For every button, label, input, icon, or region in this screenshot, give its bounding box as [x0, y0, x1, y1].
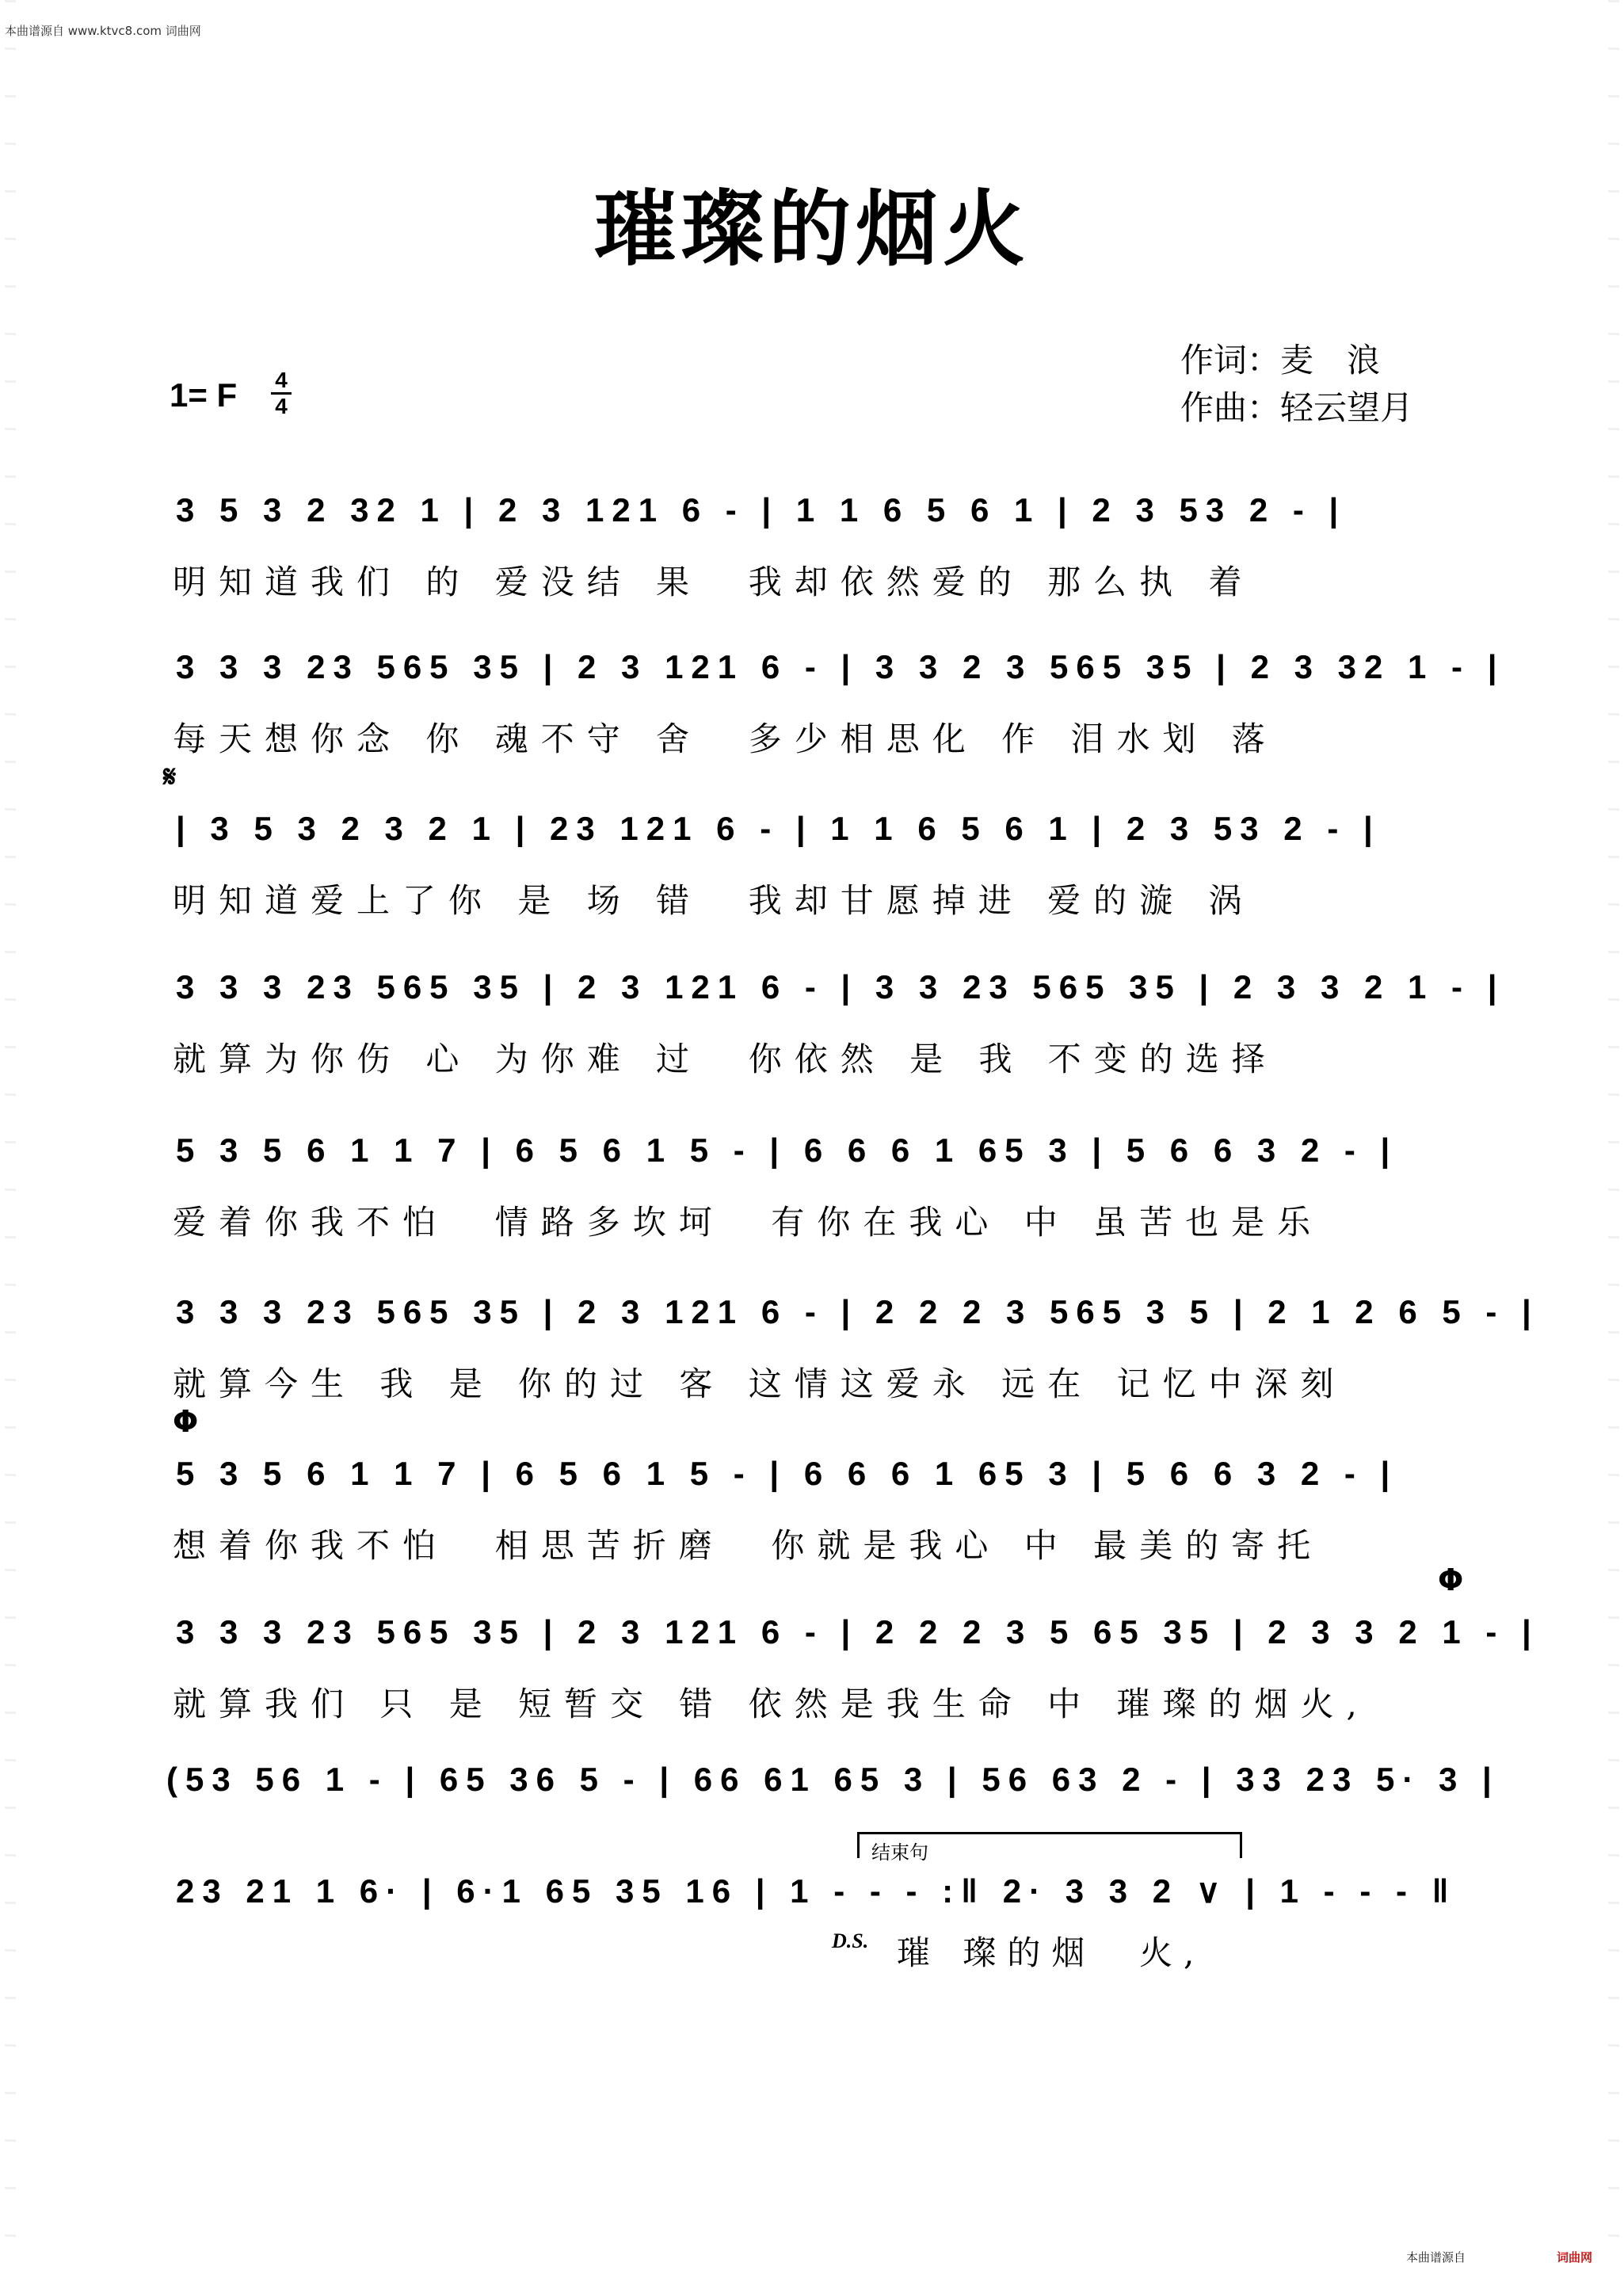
- lyric-line: 爱着你我不怕 情路多坎坷 有你在我心 中 虽苦也是乐: [173, 1203, 1324, 1242]
- score-system-7: [0, 1455, 1624, 1574]
- footer-source: 本曲谱源自: [1406, 2250, 1466, 2265]
- notation-line: (53 56 1 - | 65 36 5 - | 66 61 65 3 | 56 63 2 - | 33 23 5· 3 |: [166, 1761, 1500, 1798]
- footer-site: 词曲网: [1557, 2250, 1593, 2265]
- time-signature-top: 4: [275, 368, 288, 392]
- coda-sign: Φ: [173, 1404, 199, 1439]
- lyric-line: 明知道我们 的 爱没结 果 我却依然爱的 那么执 着: [173, 563, 1255, 601]
- composer: 作曲：轻云望月: [1180, 388, 1414, 427]
- score-system-6: [0, 1293, 1624, 1412]
- lyric-line: 每天想你念 你 魂不守 舍 多少相思化 作 泪水划 落: [173, 719, 1278, 758]
- lyricist: 作词：麦 浪: [1180, 341, 1381, 380]
- score-system-10: [0, 1872, 1624, 1990]
- score-system-5: [0, 1131, 1624, 1250]
- ending-lyrics: 璀 璨的烟 火,: [897, 1933, 1206, 1972]
- lyric-line: 想着你我不怕 相思苦折磨 你就是我心 中 最美的寄托: [173, 1526, 1324, 1565]
- source-header: 本曲谱源自 www.ktvc8.com 词曲网: [5, 24, 201, 38]
- song-title: 璀璨的烟火: [593, 180, 1030, 277]
- key-signature: 1= F: [170, 376, 238, 414]
- lyric-line: 就算为你伤 心 为你难 过 你依然 是 我 不变的选择: [173, 1040, 1278, 1078]
- lyric-line: 就算今生 我 是 你的过 客 这情这爱永 远在 记忆中深刻: [173, 1364, 1347, 1403]
- segno-sign: 𝄋: [163, 759, 177, 794]
- score-system-3: [0, 810, 1624, 929]
- notation-line: 3 3 3 23 565 35 | 2 3 121 6 - | 2 2 2 3 565 3 5 | 2 1 2 6 5 - |: [176, 1293, 1539, 1330]
- score-system-8: [0, 1613, 1624, 1732]
- score-system-4: [0, 968, 1624, 1087]
- time-signature: [271, 368, 292, 418]
- score-system-1: [0, 491, 1624, 610]
- score-system-2: [0, 648, 1624, 767]
- notation-line: 3 5 3 2 32 1 | 2 3 121 6 - | 1 1 6 5 6 1 | 2 3 53 2 - |: [176, 491, 1347, 529]
- time-signature-bottom: 4: [275, 394, 288, 418]
- notation-line: 3 3 3 23 565 35 | 2 3 121 6 - | 3 3 23 565 35 | 2 3 3 2 1 - |: [176, 968, 1505, 1006]
- credits: [1180, 337, 1413, 432]
- notation-line: | 3 5 3 2 3 2 1 | 23 121 6 - | 1 1 6 5 6 1 | 2 3 53 2 - |: [176, 810, 1381, 847]
- lyric-line: 就算我们 只 是 短暂交 错 依然是我生命 中 璀璨的烟火,: [173, 1685, 1370, 1723]
- ending-label: 结束句: [871, 1841, 928, 1864]
- coda-sign-2: Φ: [1438, 1563, 1464, 1597]
- ds-marking: D.S.: [832, 1929, 869, 1952]
- notation-line: 23 21 1 6· | 6·1 65 35 16 | 1 - - - :‖ 2· 3 3 2 ∨ | 1 - - - ‖: [176, 1872, 1457, 1910]
- notation-line: 3 3 3 23 565 35 | 2 3 121 6 - | 2 2 2 3 5 65 35 | 2 3 3 2 1 - |: [176, 1613, 1539, 1650]
- notation-line: 5 3 5 6 1 1 7 | 6 5 6 1 5 - | 6 6 6 1 65 3 | 5 6 6 3 2 - |: [176, 1131, 1398, 1169]
- notation-line: 5 3 5 6 1 1 7 | 6 5 6 1 5 - | 6 6 6 1 65 3 | 5 6 6 3 2 - |: [176, 1455, 1398, 1492]
- notation-line: 3 3 3 23 565 35 | 2 3 121 6 - | 3 3 2 3 565 35 | 2 3 32 1 - |: [176, 648, 1505, 685]
- lyric-line: 明知道爱上了你 是 场 错 我却甘愿掉进 爱的漩 涡: [173, 881, 1255, 920]
- score-system-9: [0, 1761, 1624, 1879]
